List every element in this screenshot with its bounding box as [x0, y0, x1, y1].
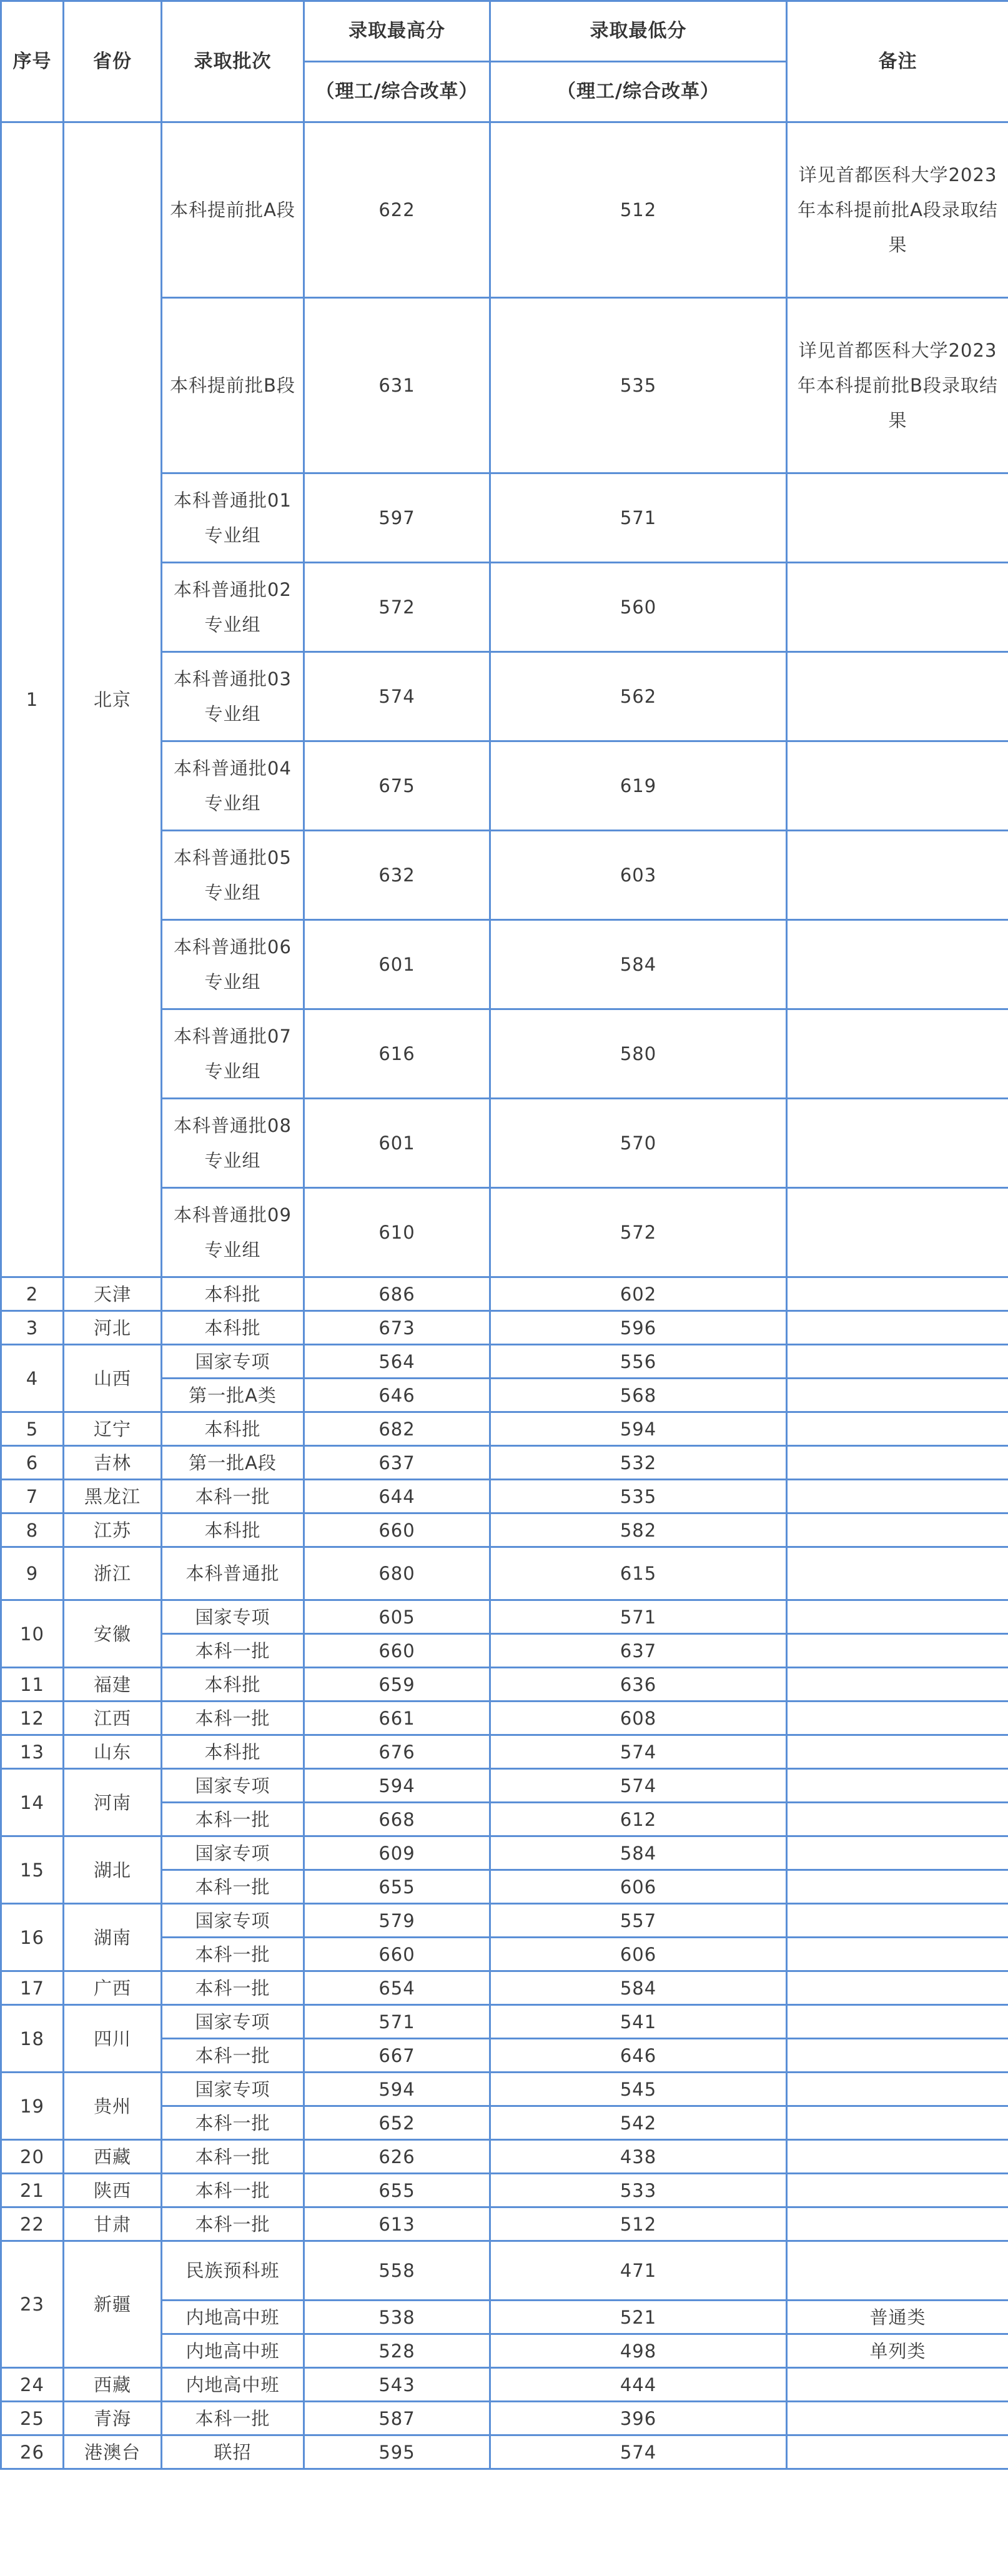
- cell-max: 680: [304, 1547, 490, 1600]
- cell-note: [787, 2174, 1008, 2207]
- header-batch: 录取批次: [162, 1, 304, 122]
- cell-batch: 国家专项: [162, 1769, 304, 1803]
- cell-max: 661: [304, 1702, 490, 1735]
- cell-min: 646: [490, 2039, 787, 2073]
- cell-province: 天津: [64, 1277, 162, 1311]
- cell-min: 570: [490, 1099, 787, 1188]
- cell-batch: 本科普通批08专业组: [162, 1099, 304, 1188]
- cell-province: 吉林: [64, 1446, 162, 1480]
- cell-max: 610: [304, 1188, 490, 1277]
- cell-seq: 22: [1, 2207, 64, 2241]
- cell-seq: 6: [1, 1446, 64, 1480]
- cell-seq: 7: [1, 1480, 64, 1513]
- cell-seq: 12: [1, 1702, 64, 1735]
- table-row: [1, 1513, 1008, 1547]
- cell-province: 新疆: [64, 2241, 162, 2368]
- cell-min: 584: [490, 1836, 787, 1870]
- cell-max: 654: [304, 1971, 490, 2005]
- cell-min: 580: [490, 1009, 787, 1099]
- cell-max: 676: [304, 1735, 490, 1769]
- cell-province: 浙江: [64, 1547, 162, 1600]
- cell-seq: 9: [1, 1547, 64, 1600]
- table-row: [1, 1904, 1008, 1938]
- cell-note: [787, 1938, 1008, 1971]
- cell-max: 564: [304, 1345, 490, 1379]
- table-row: [1, 1412, 1008, 1446]
- cell-province: 港澳台: [64, 2435, 162, 2469]
- table-row: [1, 2174, 1008, 2207]
- cell-note: [787, 2241, 1008, 2301]
- cell-min: 535: [490, 1480, 787, 1513]
- cell-seq: 1: [1, 122, 64, 1277]
- cell-min: 574: [490, 2435, 787, 2469]
- cell-min: 438: [490, 2140, 787, 2174]
- cell-min: 606: [490, 1938, 787, 1971]
- cell-seq: 3: [1, 1311, 64, 1345]
- cell-max: 538: [304, 2301, 490, 2334]
- cell-min: 542: [490, 2106, 787, 2140]
- cell-max: 626: [304, 2140, 490, 2174]
- table-row: [1, 1735, 1008, 1769]
- cell-seq: 5: [1, 1412, 64, 1446]
- cell-max: 632: [304, 831, 490, 920]
- header-min-score: 录取最低分: [490, 1, 787, 62]
- table-row: [1, 1480, 1008, 1513]
- cell-min: 521: [490, 2301, 787, 2334]
- cell-note: [787, 1099, 1008, 1188]
- cell-note: [787, 1769, 1008, 1803]
- cell-province: 北京: [64, 122, 162, 1277]
- cell-min: 396: [490, 2402, 787, 2435]
- cell-seq: 2: [1, 1277, 64, 1311]
- cell-batch: 第一批A段: [162, 1446, 304, 1480]
- cell-note: [787, 1870, 1008, 1904]
- cell-note: 详见首都医科大学2023年本科提前批A段录取结果: [787, 122, 1008, 298]
- cell-batch: 本科批: [162, 1412, 304, 1446]
- cell-note: [787, 1412, 1008, 1446]
- cell-max: 675: [304, 741, 490, 831]
- cell-note: [787, 1311, 1008, 1345]
- cell-note: [787, 1480, 1008, 1513]
- cell-batch: 内地高中班: [162, 2301, 304, 2334]
- cell-batch: 本科普通批03专业组: [162, 652, 304, 741]
- header-max-score-sub: （理工/综合改革）: [304, 62, 490, 122]
- cell-batch: 本科一批: [162, 2402, 304, 2435]
- cell-batch: 本科一批: [162, 1870, 304, 1904]
- cell-province: 贵州: [64, 2073, 162, 2140]
- cell-note: [787, 1009, 1008, 1099]
- header-seq: 序号: [1, 1, 64, 122]
- header-province: 省份: [64, 1, 162, 122]
- cell-min: 608: [490, 1702, 787, 1735]
- cell-note: [787, 1971, 1008, 2005]
- cell-note: [787, 741, 1008, 831]
- cell-note: [787, 2005, 1008, 2039]
- header-min-score-sub: （理工/综合改革）: [490, 62, 787, 122]
- cell-max: 652: [304, 2106, 490, 2140]
- cell-min: 603: [490, 831, 787, 920]
- cell-batch: 第一批A类: [162, 1379, 304, 1412]
- cell-min: 512: [490, 2207, 787, 2241]
- cell-note: [787, 2073, 1008, 2106]
- cell-batch: 本科一批: [162, 2207, 304, 2241]
- cell-batch: 本科普通批05专业组: [162, 831, 304, 920]
- cell-min: 556: [490, 1345, 787, 1379]
- cell-batch: 联招: [162, 2435, 304, 2469]
- table-header-row: [1, 1, 1008, 62]
- cell-min: 584: [490, 1971, 787, 2005]
- cell-batch: 本科普通批09专业组: [162, 1188, 304, 1277]
- cell-province: 江苏: [64, 1513, 162, 1547]
- cell-note: [787, 652, 1008, 741]
- cell-note: [787, 1188, 1008, 1277]
- cell-province: 河南: [64, 1769, 162, 1836]
- table-row: [1, 2368, 1008, 2402]
- cell-max: 594: [304, 1769, 490, 1803]
- cell-province: 辽宁: [64, 1412, 162, 1446]
- cell-batch: 内地高中班: [162, 2368, 304, 2402]
- cell-max: 655: [304, 1870, 490, 1904]
- cell-min: 571: [490, 473, 787, 563]
- cell-max: 667: [304, 2039, 490, 2073]
- cell-max: 597: [304, 473, 490, 563]
- cell-min: 574: [490, 1735, 787, 1769]
- cell-note: [787, 1803, 1008, 1836]
- cell-min: 533: [490, 2174, 787, 2207]
- cell-min: 574: [490, 1769, 787, 1803]
- cell-max: 543: [304, 2368, 490, 2402]
- cell-max: 659: [304, 1668, 490, 1702]
- cell-province: 甘肃: [64, 2207, 162, 2241]
- cell-batch: 本科批: [162, 1311, 304, 1345]
- cell-max: 579: [304, 1904, 490, 1938]
- cell-batch: 本科一批: [162, 1803, 304, 1836]
- cell-seq: 10: [1, 1600, 64, 1668]
- cell-batch: 本科一批: [162, 2174, 304, 2207]
- cell-max: 631: [304, 298, 490, 473]
- table-row: [1, 1345, 1008, 1379]
- cell-province: 西藏: [64, 2140, 162, 2174]
- cell-batch: 国家专项: [162, 1600, 304, 1634]
- cell-batch: 本科提前批B段: [162, 298, 304, 473]
- table-row: [1, 1446, 1008, 1480]
- cell-province: 河北: [64, 1311, 162, 1345]
- cell-province: 青海: [64, 2402, 162, 2435]
- cell-batch: 本科一批: [162, 1634, 304, 1668]
- cell-max: 595: [304, 2435, 490, 2469]
- cell-seq: 23: [1, 2241, 64, 2368]
- cell-max: 616: [304, 1009, 490, 1099]
- cell-batch: 本科批: [162, 1668, 304, 1702]
- cell-batch: 本科普通批06专业组: [162, 920, 304, 1009]
- table-row: [1, 1836, 1008, 1870]
- cell-min: 606: [490, 1870, 787, 1904]
- cell-max: 682: [304, 1412, 490, 1446]
- cell-note: [787, 1345, 1008, 1379]
- cell-note: [787, 2435, 1008, 2469]
- cell-batch: 民族预科班: [162, 2241, 304, 2301]
- cell-note: [787, 2402, 1008, 2435]
- cell-batch: 本科一批: [162, 2039, 304, 2073]
- cell-max: 558: [304, 2241, 490, 2301]
- cell-note: [787, 2368, 1008, 2402]
- cell-note: [787, 920, 1008, 1009]
- cell-batch: 本科批: [162, 1277, 304, 1311]
- cell-min: 560: [490, 563, 787, 652]
- cell-max: 637: [304, 1446, 490, 1480]
- cell-min: 545: [490, 2073, 787, 2106]
- cell-max: 686: [304, 1277, 490, 1311]
- cell-min: 568: [490, 1379, 787, 1412]
- cell-max: 594: [304, 2073, 490, 2106]
- cell-note: 单列类: [787, 2334, 1008, 2368]
- cell-seq: 17: [1, 1971, 64, 2005]
- cell-seq: 18: [1, 2005, 64, 2073]
- cell-max: 572: [304, 563, 490, 652]
- cell-note: [787, 1446, 1008, 1480]
- cell-batch: 本科一批: [162, 1480, 304, 1513]
- cell-min: 584: [490, 920, 787, 1009]
- cell-batch: 国家专项: [162, 1904, 304, 1938]
- cell-seq: 26: [1, 2435, 64, 2469]
- cell-note: [787, 1668, 1008, 1702]
- table-row: [1, 1769, 1008, 1803]
- cell-min: 572: [490, 1188, 787, 1277]
- cell-note: [787, 2106, 1008, 2140]
- cell-min: 615: [490, 1547, 787, 1600]
- cell-min: 562: [490, 652, 787, 741]
- cell-max: 655: [304, 2174, 490, 2207]
- cell-min: 571: [490, 1600, 787, 1634]
- cell-batch: 国家专项: [162, 2073, 304, 2106]
- cell-batch: 本科普通批07专业组: [162, 1009, 304, 1099]
- cell-batch: 本科提前批A段: [162, 122, 304, 298]
- cell-min: 612: [490, 1803, 787, 1836]
- cell-min: 532: [490, 1446, 787, 1480]
- cell-seq: 24: [1, 2368, 64, 2402]
- cell-note: [787, 1600, 1008, 1634]
- table-row: [1, 1668, 1008, 1702]
- cell-batch: 国家专项: [162, 2005, 304, 2039]
- cell-province: 山西: [64, 1345, 162, 1412]
- cell-seq: 15: [1, 1836, 64, 1904]
- cell-province: 安徽: [64, 1600, 162, 1668]
- cell-min: 594: [490, 1412, 787, 1446]
- cell-note: [787, 831, 1008, 920]
- cell-min: 582: [490, 1513, 787, 1547]
- cell-batch: 本科一批: [162, 1971, 304, 2005]
- cell-note: [787, 563, 1008, 652]
- cell-max: 571: [304, 2005, 490, 2039]
- cell-min: 557: [490, 1904, 787, 1938]
- cell-note: [787, 2207, 1008, 2241]
- table-row: [1, 2207, 1008, 2241]
- table-row: [1, 2402, 1008, 2435]
- cell-note: [787, 1702, 1008, 1735]
- cell-province: 湖南: [64, 1904, 162, 1971]
- cell-max: 574: [304, 652, 490, 741]
- cell-province: 湖北: [64, 1836, 162, 1904]
- cell-batch: 本科批: [162, 1513, 304, 1547]
- table-row: [1, 1547, 1008, 1600]
- cell-min: 541: [490, 2005, 787, 2039]
- cell-max: 646: [304, 1379, 490, 1412]
- cell-province: 黑龙江: [64, 1480, 162, 1513]
- cell-max: 601: [304, 920, 490, 1009]
- cell-min: 619: [490, 741, 787, 831]
- table-row: [1, 1702, 1008, 1735]
- cell-max: 644: [304, 1480, 490, 1513]
- cell-batch: 内地高中班: [162, 2334, 304, 2368]
- cell-batch: 本科一批: [162, 1702, 304, 1735]
- header-note: 备注: [787, 1, 1008, 122]
- cell-seq: 8: [1, 1513, 64, 1547]
- table-row: [1, 122, 1008, 298]
- cell-province: 四川: [64, 2005, 162, 2073]
- table-row: [1, 2073, 1008, 2106]
- cell-note: [787, 1634, 1008, 1668]
- cell-note: 普通类: [787, 2301, 1008, 2334]
- cell-max: 668: [304, 1803, 490, 1836]
- table-row: [1, 1971, 1008, 2005]
- cell-seq: 16: [1, 1904, 64, 1971]
- table-row: [1, 1600, 1008, 1634]
- cell-province: 山东: [64, 1735, 162, 1769]
- table-row: [1, 2241, 1008, 2301]
- cell-note: [787, 1836, 1008, 1870]
- cell-seq: 25: [1, 2402, 64, 2435]
- cell-note: [787, 1547, 1008, 1600]
- cell-min: 535: [490, 298, 787, 473]
- cell-province: 西藏: [64, 2368, 162, 2402]
- cell-province: 江西: [64, 1702, 162, 1735]
- cell-min: 637: [490, 1634, 787, 1668]
- cell-max: 613: [304, 2207, 490, 2241]
- cell-batch: 国家专项: [162, 1345, 304, 1379]
- table-row: [1, 1277, 1008, 1311]
- cell-note: [787, 473, 1008, 563]
- cell-note: [787, 1735, 1008, 1769]
- cell-note: [787, 2140, 1008, 2174]
- cell-batch: 本科普通批04专业组: [162, 741, 304, 831]
- cell-note: [787, 1277, 1008, 1311]
- table-row: [1, 2435, 1008, 2469]
- cell-max: 528: [304, 2334, 490, 2368]
- table-row: [1, 1311, 1008, 1345]
- cell-province: 福建: [64, 1668, 162, 1702]
- cell-min: 512: [490, 122, 787, 298]
- cell-seq: 21: [1, 2174, 64, 2207]
- cell-note: 详见首都医科大学2023年本科提前批B段录取结果: [787, 298, 1008, 473]
- cell-province: 广西: [64, 1971, 162, 2005]
- cell-batch: 本科普通批02专业组: [162, 563, 304, 652]
- cell-batch: 本科一批: [162, 2140, 304, 2174]
- cell-min: 471: [490, 2241, 787, 2301]
- table-row: [1, 2140, 1008, 2174]
- cell-batch: 本科普通批01专业组: [162, 473, 304, 563]
- cell-max: 660: [304, 1513, 490, 1547]
- cell-max: 601: [304, 1099, 490, 1188]
- cell-province: 陕西: [64, 2174, 162, 2207]
- cell-max: 660: [304, 1634, 490, 1668]
- cell-max: 673: [304, 1311, 490, 1345]
- header-max-score: 录取最高分: [304, 1, 490, 62]
- cell-min: 498: [490, 2334, 787, 2368]
- cell-seq: 11: [1, 1668, 64, 1702]
- cell-batch: 国家专项: [162, 1836, 304, 1870]
- cell-seq: 14: [1, 1769, 64, 1836]
- cell-seq: 13: [1, 1735, 64, 1769]
- cell-max: 605: [304, 1600, 490, 1634]
- cell-seq: 20: [1, 2140, 64, 2174]
- cell-max: 587: [304, 2402, 490, 2435]
- cell-batch: 本科一批: [162, 2106, 304, 2140]
- cell-note: [787, 2039, 1008, 2073]
- cell-seq: 4: [1, 1345, 64, 1412]
- cell-batch: 本科一批: [162, 1938, 304, 1971]
- cell-note: [787, 1513, 1008, 1547]
- cell-max: 660: [304, 1938, 490, 1971]
- cell-note: [787, 1904, 1008, 1938]
- cell-batch: 本科普通批: [162, 1547, 304, 1600]
- cell-batch: 本科批: [162, 1735, 304, 1769]
- cell-min: 444: [490, 2368, 787, 2402]
- cell-seq: 19: [1, 2073, 64, 2140]
- cell-min: 602: [490, 1277, 787, 1311]
- cell-max: 622: [304, 122, 490, 298]
- cell-min: 636: [490, 1668, 787, 1702]
- cell-note: [787, 1379, 1008, 1412]
- cell-max: 609: [304, 1836, 490, 1870]
- cell-min: 596: [490, 1311, 787, 1345]
- table-row: [1, 2005, 1008, 2039]
